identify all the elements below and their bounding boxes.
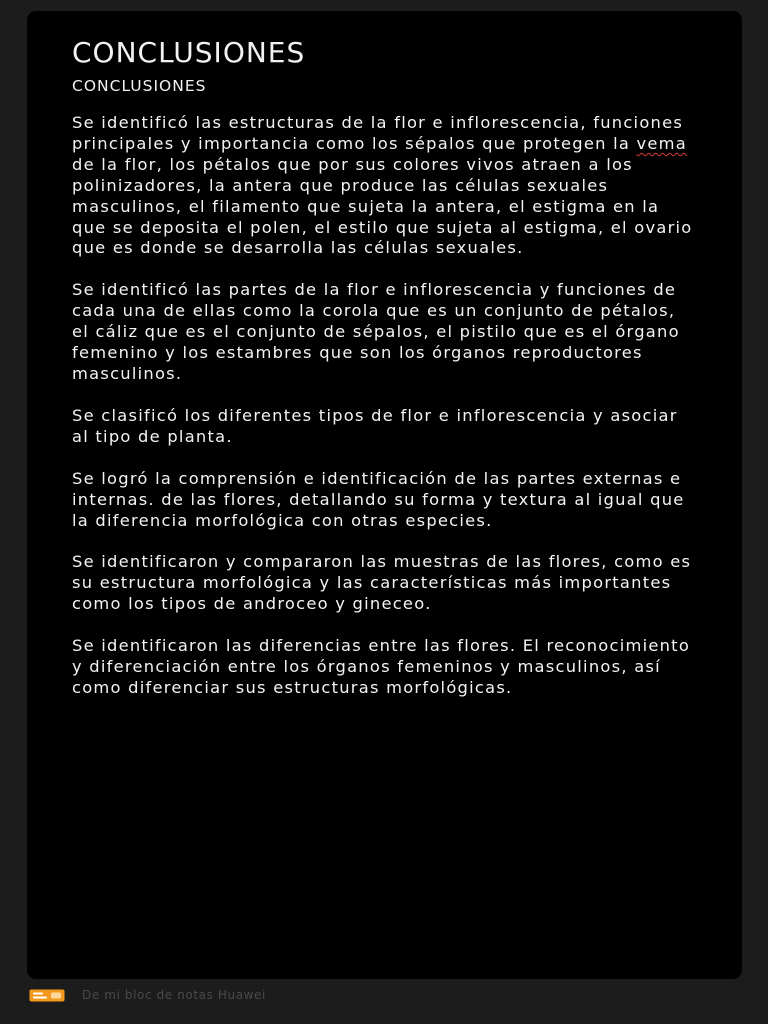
note-subtitle: CONCLUSIONES (72, 77, 207, 95)
note-card (27, 11, 742, 979)
notepad-app-icon (29, 989, 65, 1002)
paragraph-classification: Se clasificó los diferentes tipos de flor e inflorescencia y asociar al tipo de planta. (72, 405, 678, 446)
note-body[interactable] (72, 113, 698, 699)
paragraph-text: de la flor, los pétalos que por sus colores vivos atraen a los polinizadores, la antera que produce las células sexuales masculinos, el filamento que sujeta la antera, el estigma en la que se deposita el polen, el estilo que sujeta al estigma, el ovario que es donde se desarrolla las células sexuales. (72, 154, 693, 258)
note-title: CONCLUSIONES (72, 36, 306, 69)
paragraph-comprehension: Se logró la comprensión e identificación de las partes externas e internas. de las flores, detallando su forma y textura al igual que la diferencia morfológica con otras especies. (72, 468, 685, 530)
misspelled-word[interactable]: vema (636, 133, 688, 153)
paragraph-differences: Se identificaron las diferencias entre las flores. El reconocimiento y diferenciación entre los órganos femeninos y masculinos, así como diferenciar sus estructuras morfológicas. (72, 636, 691, 697)
footer-source-text: De mi bloc de notas Huawei (82, 988, 266, 1002)
paragraph-comparison: Se identificaron y compararon las muestras de las flores, como es su estructura morfológica y las características más importantes como los tipos de androceo y gineceo. (72, 552, 692, 614)
paragraph-flower-parts: Se identificó las partes de la flor e inflorescencia y funciones de cada una de ellas como la corola que es un conjunto de pétalos, el cáliz que es el conjunto de sépalos, el pistilo que es el órgano femenino y los estambres que son los órganos reproductores masculinos. (72, 280, 680, 383)
paragraph-flower-structures (72, 113, 698, 259)
paragraph-text: Se identificó las estructuras de la flor e inflorescencia, funciones principales y importancia como los sépalos que protegen la (72, 113, 684, 153)
note-footer (29, 986, 266, 1004)
